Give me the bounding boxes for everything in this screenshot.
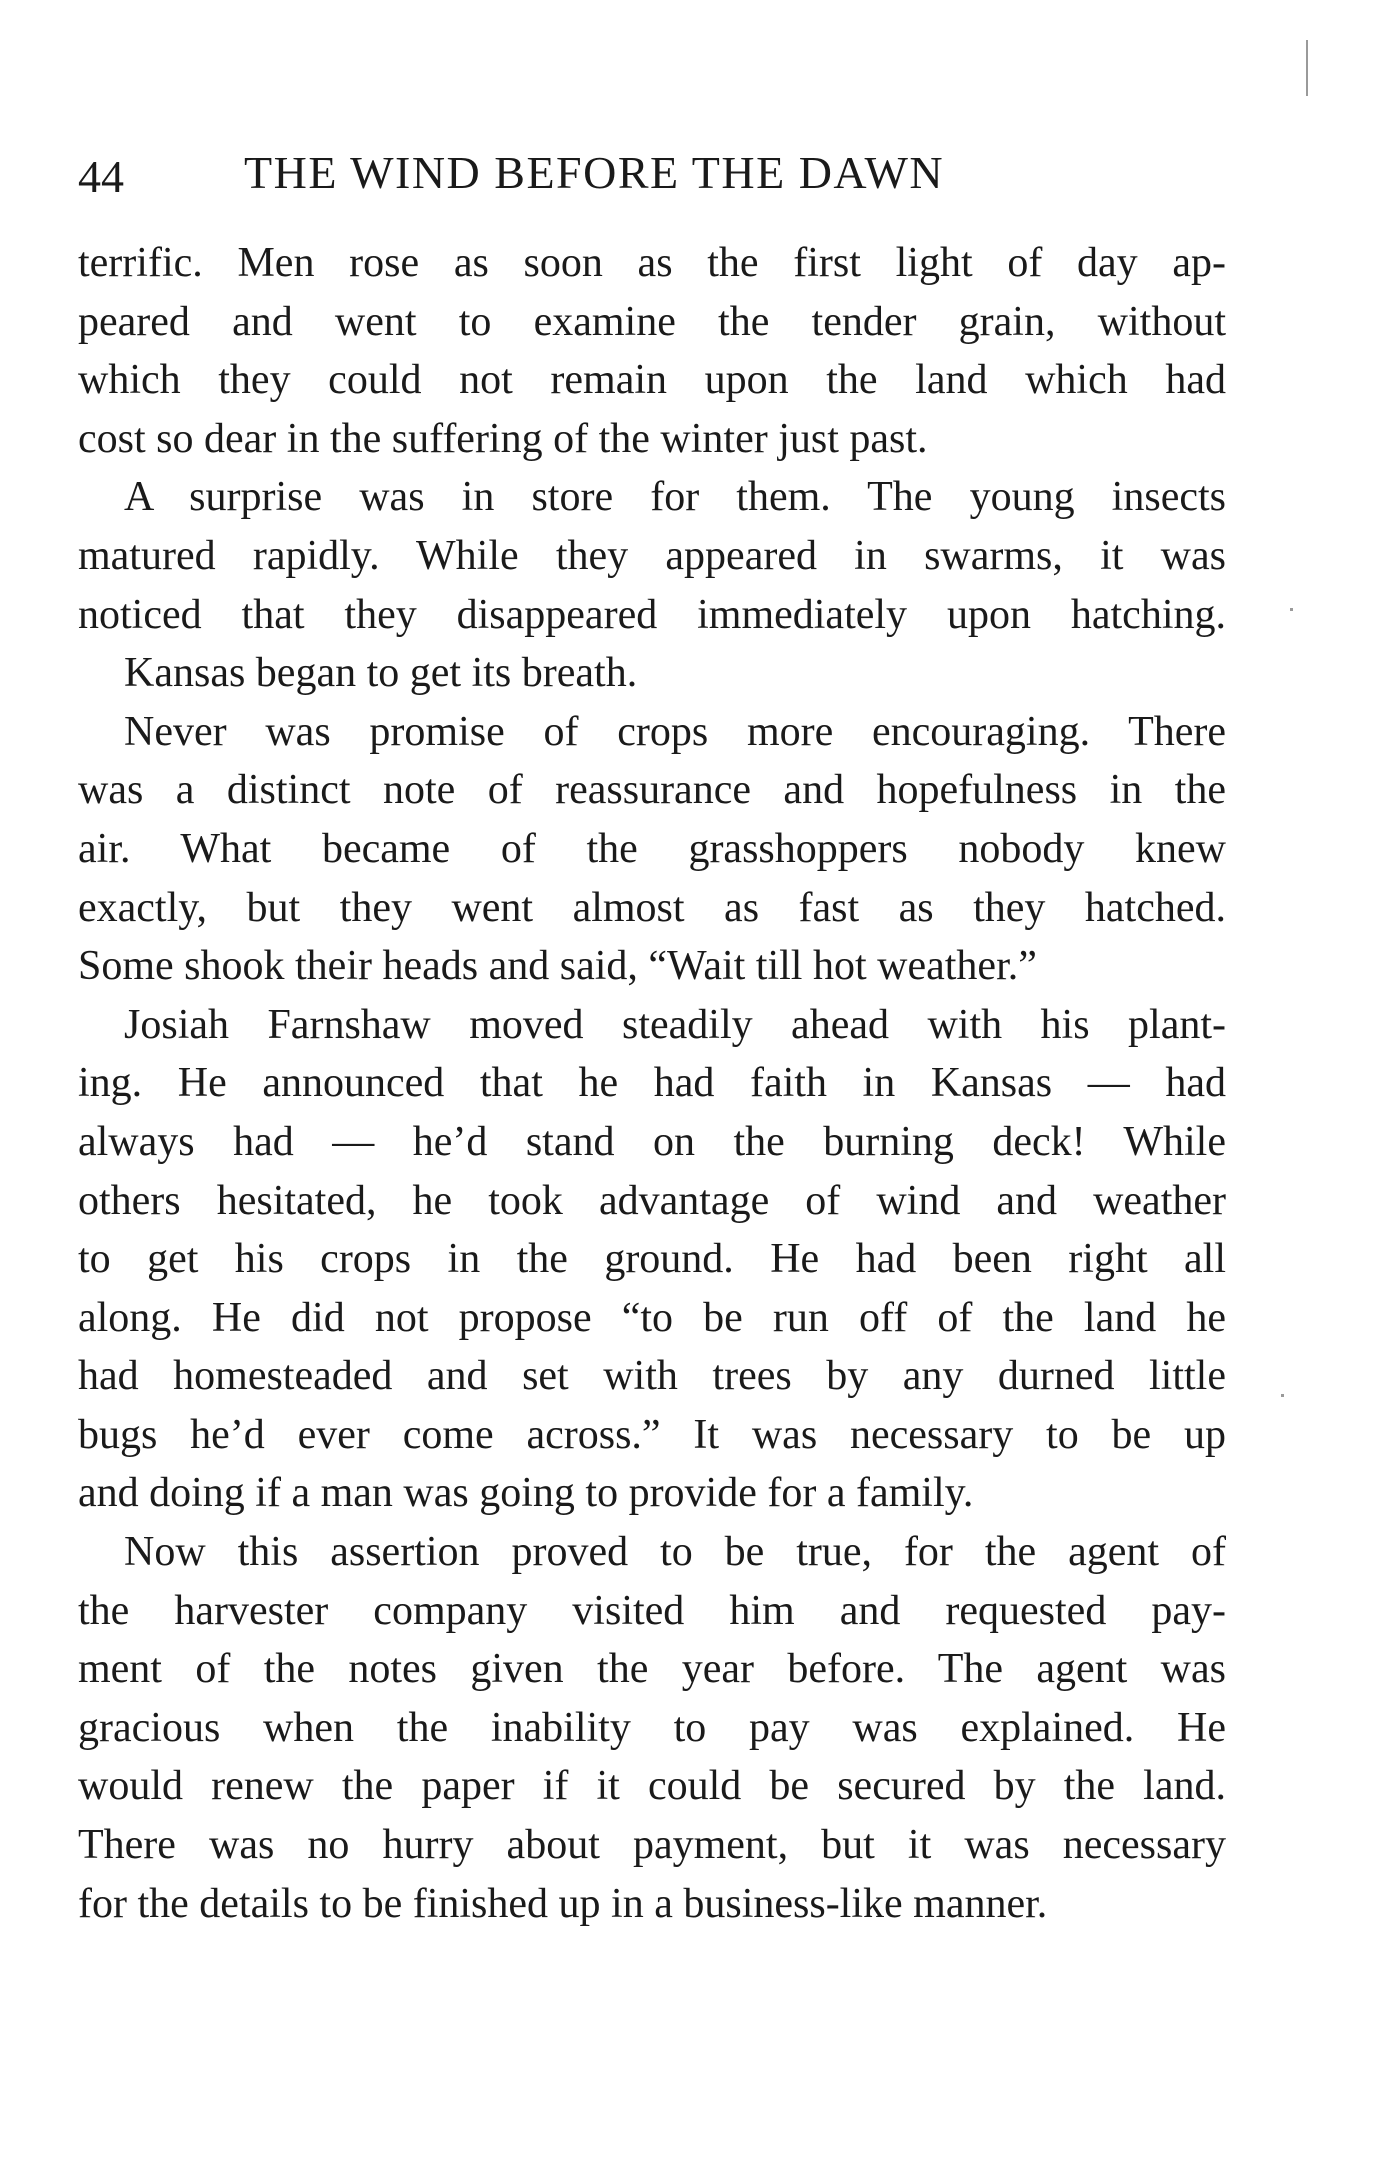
text-line: ing. He announced that he had faith in Kansas — had xyxy=(78,1060,1226,1107)
text-line: bugs he’d ever come across.” It was necessary to be up xyxy=(78,1411,1226,1458)
text-line: There was no hurry about payment, but it was necessary xyxy=(78,1822,1226,1869)
text-line: which they could not remain upon the land which had xyxy=(78,357,1226,404)
text-line: exactly, but they went almost as fast as they hatched. xyxy=(78,884,1226,931)
scan-artifact-mark xyxy=(1306,40,1308,96)
text-line: matured rapidly. While they appeared in swarms, it was xyxy=(78,532,1226,579)
text-line: along. He did not propose “to be run off of the land he xyxy=(78,1294,1226,1341)
scan-artifact-mark xyxy=(1281,1394,1284,1397)
text-line: noticed that they disappeared immediately upon hatching. xyxy=(78,591,1226,638)
text-line: others hesitated, he took advantage of wind and weather xyxy=(78,1177,1226,1224)
text-line: cost so dear in the suffering of the winter just past. xyxy=(78,415,928,462)
page-number: 44 xyxy=(78,151,124,202)
text-line: had homesteaded and set with trees by any durned little xyxy=(78,1353,1226,1400)
text-line: Now this assertion proved to be true, for the agent of xyxy=(124,1529,1226,1576)
text-line: Some shook their heads and said, “Wait till hot weather.” xyxy=(78,943,1037,990)
running-title: THE WIND BEFORE THE DAWN xyxy=(244,147,945,198)
text-line: would renew the paper if it could be secured by the land. xyxy=(78,1763,1226,1810)
text-line: peared and went to examine the tender grain, without xyxy=(78,298,1226,345)
text-line: always had — he’d stand on the burning deck! While xyxy=(78,1118,1226,1165)
text-line: gracious when the inability to pay was explained. He xyxy=(78,1704,1226,1751)
text-line: Never was promise of crops more encouraging. There xyxy=(124,708,1226,755)
text-line: terrific. Men rose as soon as the first light of day ap- xyxy=(78,240,1226,286)
page-body xyxy=(78,234,1226,1933)
text-line: ment of the notes given the year before. The agent was xyxy=(78,1646,1226,1693)
text-line: the harvester company visited him and requested pay- xyxy=(78,1587,1226,1634)
text-line: A surprise was in store for them. The young insects xyxy=(124,474,1226,521)
scan-artifact-mark xyxy=(1290,608,1293,611)
text-line: Josiah Farnshaw moved steadily ahead with his plant- xyxy=(124,1001,1226,1048)
text-line: and doing if a man was going to provide for a family. xyxy=(78,1470,974,1517)
text-line: was a distinct note of reassurance and hopefulness in the xyxy=(78,767,1226,814)
text-line: to get his crops in the ground. He had been right all xyxy=(78,1236,1226,1283)
running-header xyxy=(78,147,1226,210)
text-line: for the details to be finished up in a business-like manner. xyxy=(78,1880,1048,1927)
text-line: air. What became of the grasshoppers nobody knew xyxy=(78,825,1226,872)
text-line: Kansas began to get its breath. xyxy=(124,650,638,697)
